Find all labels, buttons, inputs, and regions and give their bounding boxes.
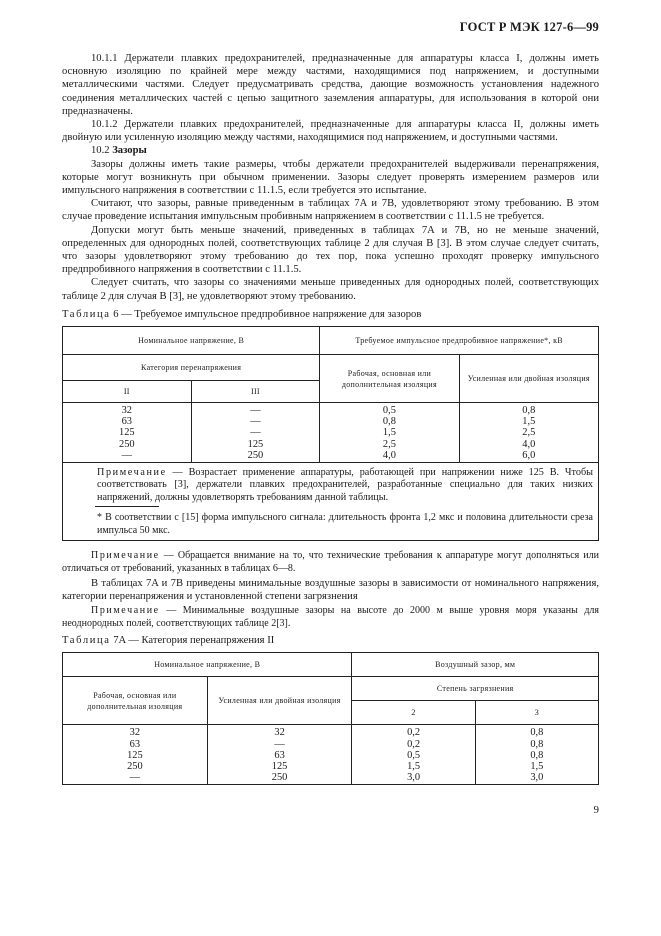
cell: 250 bbox=[119, 438, 135, 450]
cell: 1,5 bbox=[522, 416, 536, 428]
table-7a bbox=[62, 652, 599, 785]
cell: 0,8 bbox=[530, 749, 544, 761]
cell: 250 bbox=[271, 772, 288, 784]
page-number: 9 bbox=[593, 804, 599, 816]
cell: 0,5 bbox=[382, 405, 396, 417]
t6-header-reinforced: Усиленная или двойная изоляция bbox=[459, 355, 598, 403]
cell: 125 bbox=[119, 427, 135, 439]
cell: 0,8 bbox=[530, 727, 544, 739]
cell: 4,0 bbox=[382, 449, 396, 461]
table6-caption-label: Таблица bbox=[62, 308, 111, 320]
cell: 4,0 bbox=[522, 438, 536, 450]
paragraph-10-1-2: 10.1.2 Держатели плавких предохранителей, предназначенные для аппаратуры класса II, должны иметь двойную или усиленную изоляцию между частями, находящимися под напряжением, и доступными частями. bbox=[62, 119, 599, 144]
cell: — bbox=[274, 738, 285, 750]
cell: 0,8 bbox=[522, 405, 536, 417]
cell: 32 bbox=[121, 405, 132, 417]
t6-col-basic bbox=[320, 403, 459, 463]
cell: 250 bbox=[127, 760, 143, 772]
t7a-header-2: 2 bbox=[352, 701, 475, 725]
t6-header-II: II bbox=[63, 381, 192, 403]
note-altitude bbox=[62, 605, 599, 630]
cell: 250 bbox=[247, 449, 264, 461]
paragraph-min-clearances: В таблицах 7A и 7B приведены минимальные воздушные зазоры в зависимости от номинального напряжения, категории перенапряжения и установленной степени загрязнения bbox=[62, 577, 599, 603]
t7a-header-nominal: Номинальное напряжение, В bbox=[63, 653, 352, 677]
t7a-col-3 bbox=[475, 725, 598, 785]
cell: 0,5 bbox=[407, 749, 421, 761]
t6-col-III bbox=[191, 403, 320, 463]
table6-caption bbox=[62, 308, 599, 321]
table7a-caption bbox=[62, 634, 599, 647]
paragraph-uniform-fields: Следует считать, что зазоры со значениями меньше приведенных для однородных полей, соответствующих таблице 2 для случая B [3], не удовлетворяют этому требованию. bbox=[62, 277, 599, 302]
cell: — bbox=[250, 405, 261, 417]
cell: 1,5 bbox=[407, 760, 421, 772]
note-label: Примечание bbox=[91, 550, 160, 562]
table7a-caption-label: Таблица bbox=[62, 635, 111, 647]
cell: 1,5 bbox=[530, 760, 544, 772]
t6-header-basic: Рабочая, основная или дополнительная изоляция bbox=[320, 355, 459, 403]
t6-col-reinforced bbox=[459, 403, 598, 463]
cell: 3,0 bbox=[407, 772, 421, 784]
cell: 0,8 bbox=[530, 738, 544, 750]
t6-note-cell bbox=[63, 463, 599, 541]
cell: 2,5 bbox=[522, 427, 536, 439]
document-header: ГОСТ Р МЭК 127-6—99 bbox=[459, 20, 599, 34]
cell: — bbox=[129, 772, 141, 784]
table-6 bbox=[62, 326, 599, 541]
note-text: — Обращается внимание на то, что технические требования к аппаратуре могут дополняться или отличаться от требований, указанных в таблицах 6—8. bbox=[62, 550, 599, 574]
cell: 63 bbox=[121, 416, 132, 428]
table7a-caption-text: 7A — Категория перенапряжения II bbox=[110, 635, 275, 647]
t6-header-required: Требуемое импульсное предпробивное напряжение*, кВ bbox=[320, 327, 599, 355]
cell: 63 bbox=[129, 738, 141, 750]
cell: — bbox=[121, 449, 132, 461]
t6-note-text: — Возрастает применение аппаратуры, работающей при напряжении ниже 125 В. Чтобы соответствовать [3], держатели плавких предохранителей, разработанные специально для таких низких напряжений, должны удовлетворять требованиям данной таблицы. bbox=[97, 467, 593, 503]
t6-note-label: Примечание bbox=[97, 467, 167, 479]
cell: — bbox=[250, 427, 261, 439]
note-label: Примечание bbox=[91, 605, 160, 617]
cell: 1,5 bbox=[382, 427, 396, 439]
t6-note bbox=[97, 467, 593, 504]
t7a-header-clearance: Воздушный зазор, мм bbox=[352, 653, 599, 677]
cell: 0,2 bbox=[407, 738, 421, 750]
t6-data-row bbox=[63, 403, 599, 463]
section-number: 10.2 bbox=[91, 145, 110, 157]
t6-footnote: * В соответствии с [15] форма импульсного сигнала: длительность фронта 1,2 мкс и половина длительности среза импульса 50 мкс. bbox=[97, 512, 593, 536]
cell: 125 bbox=[271, 760, 288, 772]
t7a-header-reinforced: Усиленная или двойная изоляция bbox=[207, 677, 352, 725]
cell: 125 bbox=[247, 438, 264, 450]
t7a-header-pollution: Степень загрязнения bbox=[352, 677, 599, 701]
t6-header-nominal: Номинальное напряжение, В bbox=[63, 327, 320, 355]
t7a-data-row bbox=[63, 725, 599, 785]
page-content bbox=[62, 52, 599, 785]
paragraph-10-1-1: 10.1.1 Держатели плавких предохранителей, предназначенные для аппаратуры класса I, должны иметь основную изоляцию по крайней мере между частями, находящимися под напряжением, и доступными металлическими частями. Следует предусматривать средства, дающие возможность установления надежного соединения металлических частей с цепью защитного заземления аппаратуры, для использования в которой они предназначены. bbox=[62, 53, 599, 117]
paragraph-clearances: Зазоры должны иметь такие размеры, чтобы держатели предохранителей выдерживали перенапряжения, которые могут возникнуть при обычном применении. Зазоры следует проверять измерением размеров или импульсного напряжения в соответствии с 11.1.5, если требуется это испытание. bbox=[62, 158, 599, 197]
cell: 63 bbox=[274, 749, 285, 761]
t7a-col-2 bbox=[352, 725, 475, 785]
paragraph-tables-7a-7b: Считают, что зазоры, равные приведенным в таблицах 7A и 7B, удовлетворяют этому требованию. В этом случае проведение испытания импульсным пробивным напряжением в соответствии с 11.1.5 не требуется. bbox=[62, 198, 599, 223]
cell: 2,5 bbox=[382, 438, 396, 450]
cell: — bbox=[250, 416, 261, 428]
t6-col-II bbox=[63, 403, 192, 463]
cell: 3,0 bbox=[530, 772, 544, 784]
note-requirements bbox=[62, 550, 599, 575]
t7a-col-reinforced bbox=[207, 725, 352, 785]
footnote-rule bbox=[95, 506, 159, 507]
t6-header-III: III bbox=[191, 381, 320, 403]
t6-header-category: Категория перенапряжения bbox=[63, 355, 320, 381]
note-text: — Минимальные воздушные зазоры на высоте до 2000 м выше уровня моря указаны для неоднородных полей, соответствующих таблице 2[3]. bbox=[62, 605, 599, 629]
t7a-header-basic: Рабочая, основная или дополнительная изоляция bbox=[63, 677, 208, 725]
paragraph-tolerances: Допуски могут быть меньше значений, приведенных в таблицах 7A и 7B, но не меньше значений, определенных для однородных полей, соответствующих таблице 2 для случая B [3]. В этом случае следует считать, что зазоры удовлетворяют этому требованию до тех пор, пока успешно проходят проверку импульсного предпробивного напряжения в соответствии с 11.1.5. bbox=[62, 224, 599, 276]
cell: 0,8 bbox=[382, 416, 396, 428]
cell: 32 bbox=[129, 727, 141, 739]
section-heading bbox=[62, 144, 599, 157]
table6-caption-text: 6 — Требуемое импульсное предпробивное напряжение для зазоров bbox=[110, 308, 422, 320]
cell: 125 bbox=[127, 749, 143, 761]
cell: 0,2 bbox=[407, 727, 421, 739]
section-title: Зазоры bbox=[112, 145, 147, 157]
cell: 32 bbox=[274, 727, 285, 739]
t7a-header-3: 3 bbox=[475, 701, 598, 725]
t7a-col-basic bbox=[63, 725, 208, 785]
cell: 6,0 bbox=[522, 449, 536, 461]
